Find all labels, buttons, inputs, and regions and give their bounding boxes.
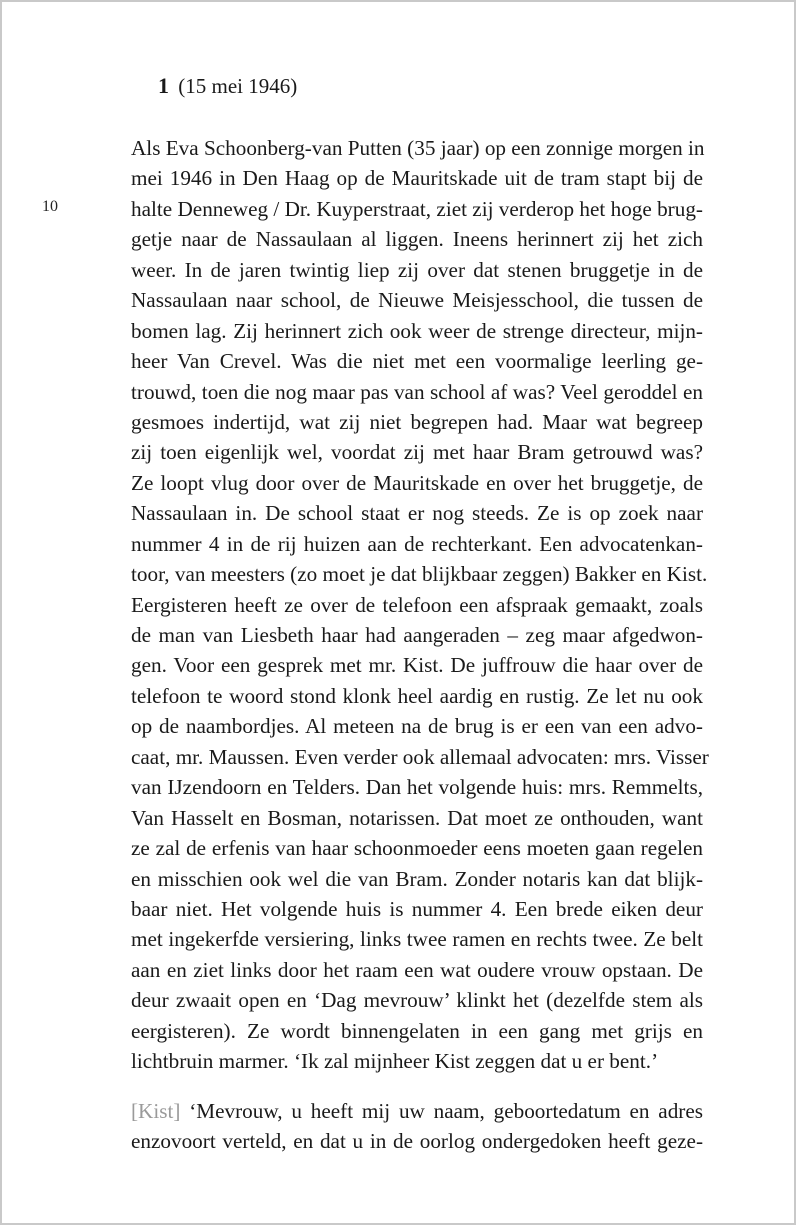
text-line: mei 1946 in Den Haag op de Mauritskade uit de tram stapt bij de bbox=[131, 166, 703, 191]
text-line: trouwd, toen die nog maar pas van school af was? Veel geroddel en bbox=[131, 379, 703, 404]
text-line: op de naambordjes. Al meteen na de brug is er een van een advo- bbox=[131, 714, 703, 739]
paragraph-2 bbox=[131, 1096, 703, 1157]
text-line: deur zwaait open en ‘Dag mevrouw’ klinkt het (dezelfde stem als bbox=[131, 988, 703, 1013]
text-line: weer. In de jaren twintig liep zij over dat stenen bruggetje in de bbox=[131, 257, 703, 282]
text-line: enzovoort verteld, en dat u in de oorlog ondergedoken heeft geze- bbox=[131, 1129, 703, 1153]
text-line: heer Van Crevel. Was die niet met een voormalige leerling ge- bbox=[131, 349, 703, 374]
text-line: caat, mr. Maussen. Even verder ook allemaal advocaten: mrs. Visser bbox=[131, 744, 709, 769]
text-line bbox=[131, 1096, 703, 1126]
margin-line-number: 10 bbox=[42, 198, 58, 215]
chapter-number: 1 bbox=[158, 73, 169, 98]
text-line: Nassaulaan in. De school staat er nog steeds. Ze is op zoek naar bbox=[131, 501, 703, 526]
text-line: gen. Voor een gesprek met mr. Kist. De juffrouw die haar over de bbox=[131, 653, 703, 678]
text-line: zij toen eigenlijk wel, voordat zij met haar Bram getrouwd was? bbox=[131, 440, 703, 465]
text-line: eergisteren). Ze wordt binnengelaten in een gang met grijs en bbox=[131, 1018, 703, 1043]
text-line: telefoon te woord stond klonk heel aardig en rustig. Ze let nu ook bbox=[131, 683, 703, 708]
text-line: Ze loopt vlug door over de Mauritskade en over het bruggetje, de bbox=[131, 470, 703, 495]
speaker-label: [Kist] bbox=[131, 1098, 181, 1123]
text-line: toor, van meesters (zo moet je dat blijkbaar zeggen) Bakker en Kist. bbox=[131, 562, 708, 587]
text-line: Van Hasselt en Bosman, notarissen. Dat moet ze onthouden, want bbox=[131, 805, 703, 830]
text-line: ze zal de erfenis van haar schoonmoeder eens moeten gaan regelen bbox=[131, 836, 703, 861]
paragraph-1 bbox=[131, 133, 709, 1077]
text-line: lichtbruin marmer. ‘Ik zal mijnheer Kist zeggen dat u er bent.’ bbox=[131, 1049, 659, 1074]
text-line: Nassaulaan naar school, de Nieuwe Meisjesschool, die tussen de bbox=[131, 288, 703, 313]
text-line: van IJzendoorn en Telders. Dan het volgende huis: mrs. Remmelts, bbox=[131, 775, 703, 800]
text-line: nummer 4 in de rij huizen aan de rechterkant. Een advocatenkan- bbox=[131, 531, 703, 556]
body-text bbox=[131, 133, 709, 1156]
text-line: de man van Liesbeth haar had aangeraden – zeg maar afgedwon- bbox=[131, 623, 703, 647]
chapter-date: (15 mei 1946) bbox=[178, 74, 298, 98]
text-line: gesmoes indertijd, wat zij niet begrepen had. Maar wat begreep bbox=[131, 409, 703, 434]
text-line: en misschien ook wel die van Bram. Zonder notaris kan dat blijk- bbox=[131, 866, 703, 891]
text-line: aan en ziet links door het raam een wat oudere vrouw opstaan. De bbox=[131, 957, 703, 982]
text-line: met ingekerfde versiering, links twee ramen en rechts twee. Ze belt bbox=[131, 927, 703, 952]
dialogue-text: ‘Mevrouw, u heeft mij uw naam, geboortedatum en adres bbox=[180, 1098, 703, 1123]
text-line: Eergisteren heeft ze over de telefoon een afspraak gemaakt, zoals bbox=[131, 592, 703, 617]
text-line: halte Denneweg / Dr. Kuyperstraat, ziet zij verderop het hoge brug- bbox=[131, 196, 703, 221]
chapter-heading bbox=[158, 73, 297, 99]
paragraph-gap bbox=[131, 1077, 703, 1096]
text-line: bomen lag. Zij herinnert zich ook weer de strenge directeur, mijn- bbox=[131, 318, 703, 343]
text-line: baar niet. Het volgende huis is nummer 4. Een brede eiken deur bbox=[131, 896, 703, 921]
text-line: Als Eva Schoonberg-van Putten (35 jaar) op een zonnige morgen in bbox=[131, 136, 705, 160]
text-line: getje naar de Nassaulaan al liggen. Ineens herinnert zij het zich bbox=[131, 227, 703, 252]
